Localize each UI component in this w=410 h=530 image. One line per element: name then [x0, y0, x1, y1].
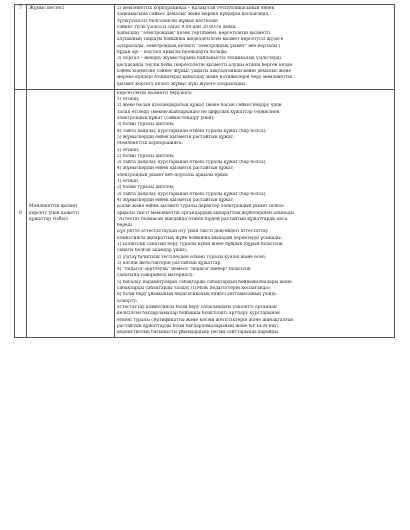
content-line: растайтын құжаттарды білім бағдарламаларының және КР БҒМ-нің ( [117, 323, 279, 329]
content-line: ведомстволық бағынысты ұйымдардың) ресми сайттарында қарайды. [117, 330, 280, 336]
content-line: санатына-тәжірибелі материалу; [117, 273, 194, 279]
content-line: талап етіледі) (мекен-жайларынан) не цифрлық құжаттар сервисінен [117, 109, 280, 115]
content-line: 5) бағалау параметрлерін сабақтарды сабақтардың бейнежазбалары және [117, 279, 292, 285]
content-line: 4) "педагог-зерттеуші" немесе "педагог-шебер" біліктілік [117, 267, 251, 273]
content-line: арқылы тиісті мемлекеттік органдардың ақпараттық жүйелерінен алынады [117, 210, 294, 216]
content-line: электрондық құжат (сәйкестендіру үшін); [117, 116, 215, 122]
row-title-cell [27, 5, 115, 90]
row-content-cell [115, 89, 395, 338]
content-line: 1) өтініш; [117, 97, 140, 103]
content-line: 4) жұмыскердің еңбек қызметін растайтын құжат; [117, 197, 235, 203]
content-line: бұдан әрі – портал) арқылы броньдауға болады. [117, 50, 229, 56]
content-line: Білімі және еңбек қызметі туралы деректер электрондық үкімет шлюзі [117, 204, 284, 210]
content-line: береді. [117, 223, 134, 229]
row-title-line: құжаттар тізбесі [29, 216, 68, 222]
content-line: 2) мемлекеттік корпорацияда – Қазақстан Республикасының еңбек [117, 6, 275, 11]
document-page [14, 4, 394, 338]
content-line: 4) тайта даярлау курстарынан өткені туралы құжат (бар болса); [117, 128, 267, 134]
table-row [15, 89, 395, 338]
content-line: Ескерту: [117, 298, 138, 304]
content-line: заңнамасына сәйкес демалыс және мереке күндерін қоспағанда, [117, 12, 270, 18]
content-line: келісілген бағдарламалар бойынша біліктілікті арттыру курстарынан [117, 311, 280, 317]
content-line: түскіүзіліссіз белгіленген жұмыс кестесіне [117, 18, 218, 24]
content-line: 2) үзітаұ біліктілік тестілеуден өткені туралы куәлік және есеп; [117, 254, 267, 260]
row-title-line: көрсету үшін қажетті [29, 210, 80, 216]
content-line: аттестаттау комиссиясы білім беру саласындағы уәкілетті органнан [117, 304, 277, 310]
content-line: 2) білімі туралы диплом; [117, 153, 175, 159]
content-line: өткені туралы сертификатты және кәсіби жетістіктерін және жинақталған [117, 317, 294, 323]
content-line: алушының таңдауы бойынша жеделдетілген қызмет көрсетусіз жүзеге [117, 37, 284, 43]
row-number: 7 [15, 5, 27, 90]
content-line: "Аттестат болмаған жағдайда өтініш бірдей растайтын құжаттарды қоса [117, 216, 288, 222]
services-table [14, 4, 395, 338]
content-line: 2) білімі туралы диплом; [117, 185, 175, 191]
content-line: 1) өтініш [117, 179, 138, 185]
row-number: 8 [15, 89, 27, 338]
content-line: 6) білім беру ұйымының педагогикалық кеңесі хаттамасының үзінді. [117, 292, 278, 298]
content-line: санаты болған адамдар үшін); [117, 248, 188, 254]
content-line: көрсетілетін қызметті берушіге: [117, 90, 193, 96]
content-line: 3) білімі туралы диплом; [117, 122, 175, 128]
content-line: асырылады, электрондық кезекті "электрондық үкімет" веб-порталы ( [117, 43, 281, 49]
row-title-line: Жұмыс кестесі [29, 6, 64, 11]
content-line: 3) портал – жөндеу жұмыстарына байланысты техникалық үзілістерді [117, 56, 281, 62]
content-line: 3) тайта даярлау курстарынан өткені туралы құжат (бар болса); [117, 160, 267, 166]
content-line: сабақтарды сабақтарды талдау (ПМПК педагогтерін қоспағанда); [117, 286, 272, 292]
content-line: 2) жеке басын куәландыратын құжат (жеке басын сәйкестендіру үшін [117, 103, 282, 109]
content-line: Мемлекеттік корпорацияға: [117, 141, 183, 147]
content-line: Қабылдау "электрондық" кезек тәртібімен, көрсетілетін қызметті [117, 31, 271, 37]
content-line: 5) жұмыскердің еңбек қызметін растайтын құжат; [117, 134, 235, 140]
content-line: қызмет көрсету келесі жұмыс күні жүзеге асырылады). [117, 81, 247, 87]
row-title-line: Мемлекеттік қызмет [29, 204, 78, 210]
content-line: электрондық үкімет веб-порталы арқылы еркін: [117, 172, 229, 178]
table-row [15, 5, 395, 90]
row-content-cell [115, 5, 395, 90]
content-line: Еңбек кодексіне сәйкес жұмыс уақыты аяқталғаннан кейін демалыс және [117, 68, 291, 74]
content-line: 1) Біліктілік санатын беру туралы күнін және бұйрық (бұрын біліктілік [117, 241, 283, 247]
content-line: 4) жұмыскердің еңбек қызметін растайтын құжат; [117, 166, 235, 172]
content-line: комиссиясы ақпараттық жүйе бойынша мынадай деректерді ұсынады: [117, 235, 283, 241]
row-title-cell [27, 89, 115, 338]
content-line: мереке күндері өтініштерді қабылдау және нәтижелерін беру мемлекеттік [117, 75, 293, 81]
content-line: сәйкес түскі үзіліссіз сағат 9.00-ден 20.00-ге дейін. [117, 24, 237, 30]
content-line: қоспағанда тәулік бойы (көрсетілетін қызметті алушы өтініш берген кезде [117, 62, 293, 68]
content-line: 1) өтініш; [117, 147, 140, 153]
content-line: Бұл ретте аттестаттаудан өту үшін тиісті деңгейдегі аттестаттау [117, 229, 269, 235]
content-line: 3) кәсіби жетістіктерін растайтын құжаттар, [117, 260, 222, 266]
content-line: 3) тайта даярлау курстарынан өткені туралы құжат (бар болса); [117, 191, 267, 197]
